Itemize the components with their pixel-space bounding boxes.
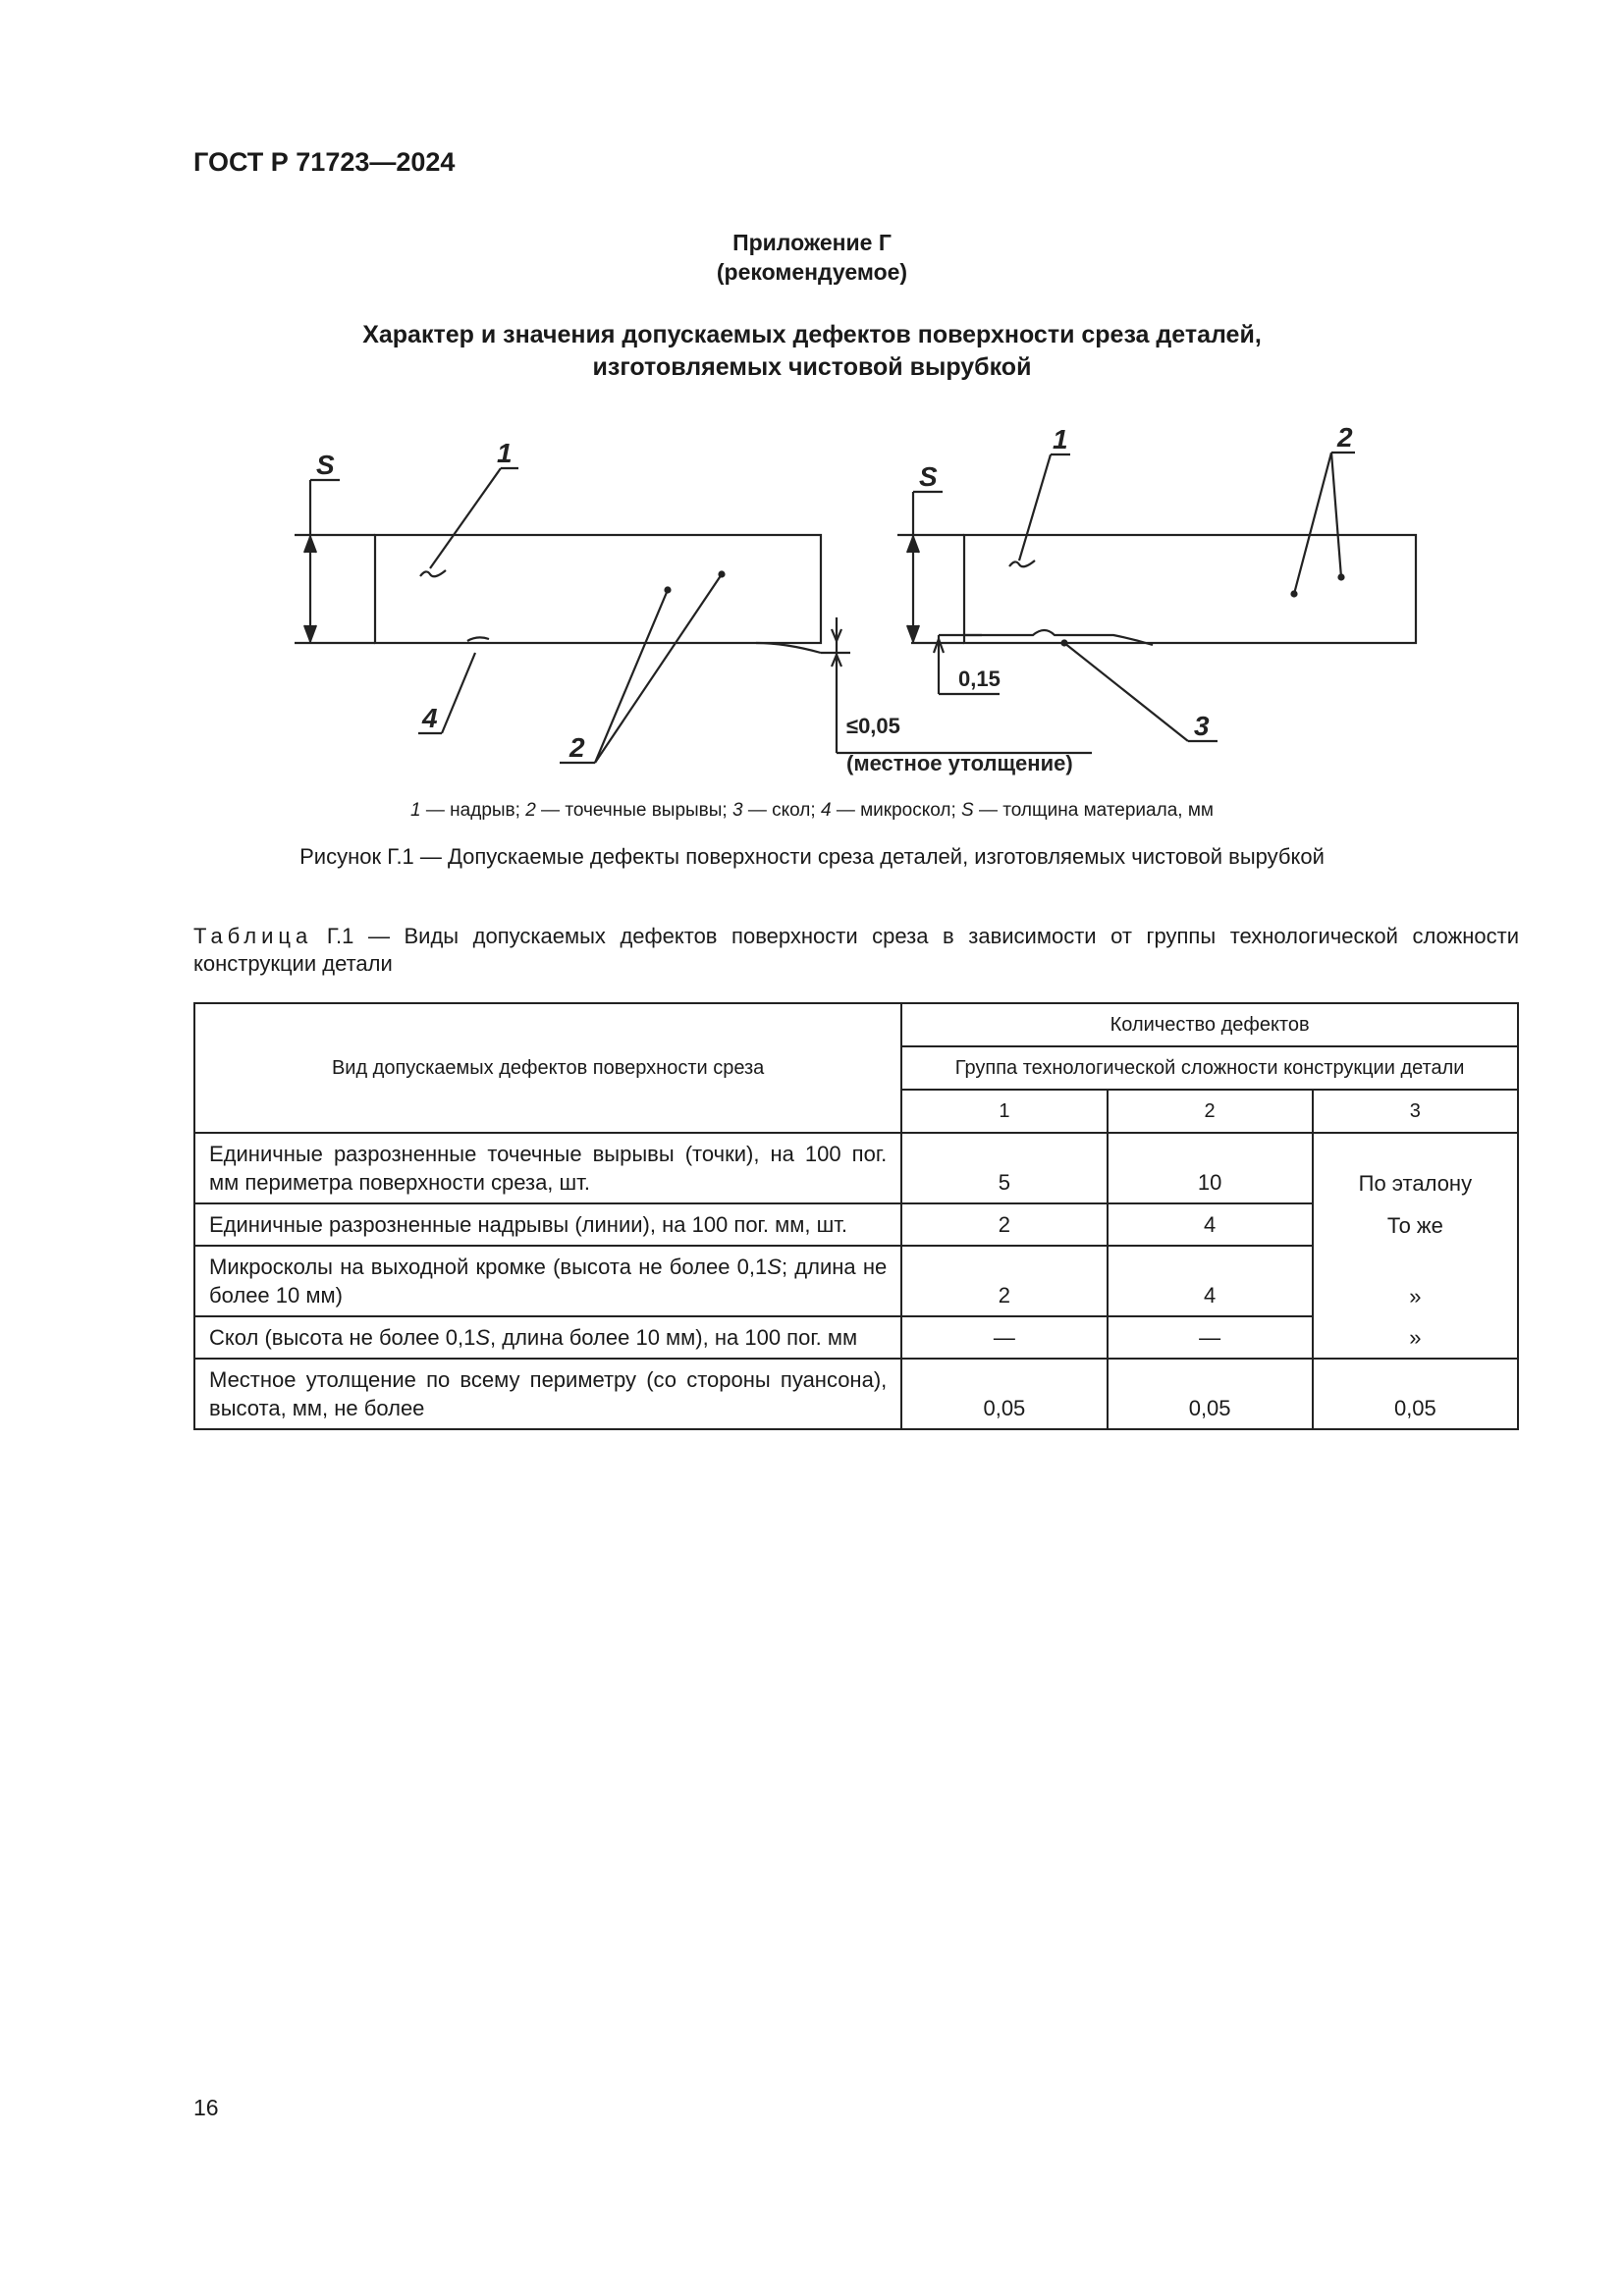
header-group-2: 2 (1108, 1090, 1313, 1133)
dim-005-label: ≤0,05 (846, 714, 900, 738)
row-group3-value: По эталону (1313, 1133, 1518, 1203)
legend-key-4: 4 (820, 800, 832, 821)
annex-heading (0, 228, 1624, 287)
legend-value-1: — надрыв; (420, 800, 526, 821)
legend-value-3: — скол; (742, 800, 821, 821)
legend-value-2: — точечные вырывы; (535, 800, 732, 821)
header-defect-count: Количество дефектов (901, 1003, 1518, 1046)
row-group2-value: 10 (1108, 1133, 1313, 1203)
row-name-symbol: S (475, 1325, 491, 1350)
legend-key-1: 1 (410, 800, 421, 821)
figure-caption: Рисунок Г.1 — Допускаемые дефекты поверхности среза деталей, изготовляемых чистовой вырубкой (299, 844, 1325, 869)
row-group1-value: 2 (901, 1246, 1107, 1316)
row-defect-name: Единичные разрозненные точечные вырывы (точки), на 100 пог. мм периметра поверхности среза, шт. (194, 1133, 901, 1203)
page-number: 16 (193, 2095, 219, 2120)
row-group3-value: То же (1313, 1203, 1518, 1246)
header-group-1: 1 (901, 1090, 1107, 1133)
table-row (194, 1316, 1518, 1359)
row-group3-value: » (1313, 1316, 1518, 1359)
legend-value-s: — толщина материала, мм (973, 800, 1214, 821)
row-group1-value: 2 (901, 1203, 1107, 1246)
row-defect-name (194, 1316, 901, 1359)
table-row (194, 1133, 1518, 1203)
row-group3-value: » (1313, 1246, 1518, 1316)
section-title-line2: изготовляемых чистовой вырубкой (592, 353, 1032, 381)
row-group2-value: 4 (1108, 1246, 1313, 1316)
legend-value-4: — микроскол; (831, 800, 962, 821)
row-name-part-a: Скол (высота не более 0,1 (209, 1325, 476, 1350)
section-title (0, 319, 1624, 384)
s-label-left: S (316, 450, 335, 480)
row-group3-value: 0,05 (1313, 1359, 1518, 1429)
legend-key-3: 3 (732, 800, 743, 821)
defects-table (193, 1002, 1519, 1430)
table-row (194, 1203, 1518, 1246)
row-name-part-a: Микросколы на выходной кромке (высота не более 0,1 (209, 1255, 768, 1279)
row-name-part-b: ; длина не более 10 мм) (209, 1255, 888, 1308)
left-tear-mark (420, 570, 446, 576)
row-group1-value: — (901, 1316, 1107, 1359)
row-group1-value: 0,05 (901, 1359, 1107, 1429)
callout-2-right: 2 (1337, 422, 1353, 453)
table-caption-prefix: Таблица (193, 924, 313, 948)
row-group1-value: 5 (901, 1133, 1107, 1203)
right-part-rect (964, 535, 1416, 643)
row-defect-name: Местное утолщение по всему периметру (со стороны пуансона), высота, мм, не более (194, 1359, 901, 1429)
row-group2-value: 0,05 (1108, 1359, 1313, 1429)
table-caption (193, 923, 1519, 978)
row-group2-value: 4 (1108, 1203, 1313, 1246)
callout-1-left: 1 (497, 438, 513, 468)
left-thickening-mark (756, 643, 821, 653)
callout-1-right: 1 (1053, 424, 1068, 454)
callout-4: 4 (422, 703, 438, 733)
annex-status: (рекомендуемое) (716, 259, 908, 285)
header-defect-type: Вид допускаемых дефектов поверхности среза (194, 1003, 901, 1133)
row-name-symbol: S (767, 1255, 782, 1279)
callout-2-left: 2 (569, 732, 585, 763)
table-row (194, 1246, 1518, 1316)
defects-figure (295, 407, 1434, 790)
table-caption-text: Г.1 — Виды допускаемых дефектов поверхности среза в зависимости от группы технологической сложности конструкции детали (193, 924, 1519, 976)
row-defect-name: Единичные разрозненные надрывы (линии), на 100 пог. мм, шт. (194, 1203, 901, 1246)
header-complexity-group: Группа технологической сложности конструкции детали (901, 1046, 1518, 1090)
document-code: ГОСТ Р 71723—2024 (193, 147, 456, 177)
figure-legend (0, 800, 1624, 822)
row-name-part-b: , длина более 10 мм), на 100 пог. мм (490, 1325, 858, 1350)
row-defect-name (194, 1246, 901, 1316)
annex-title: Приложение Г (732, 230, 892, 255)
legend-key-2: 2 (525, 800, 536, 821)
header-group-3: 3 (1313, 1090, 1518, 1133)
legend-key-s: S (961, 800, 974, 821)
left-microchip-mark (467, 637, 489, 641)
row-group2-value: — (1108, 1316, 1313, 1359)
dim-015-label: 0,15 (958, 667, 1001, 691)
callout-3: 3 (1194, 711, 1210, 741)
s-label-right: S (919, 461, 938, 492)
right-tear-mark (1009, 561, 1035, 566)
dim-005-note: (местное утолщение) (846, 751, 1073, 775)
table-row (194, 1359, 1518, 1429)
section-title-line1: Характер и значения допускаемых дефектов поверхности среза деталей, (362, 321, 1262, 348)
